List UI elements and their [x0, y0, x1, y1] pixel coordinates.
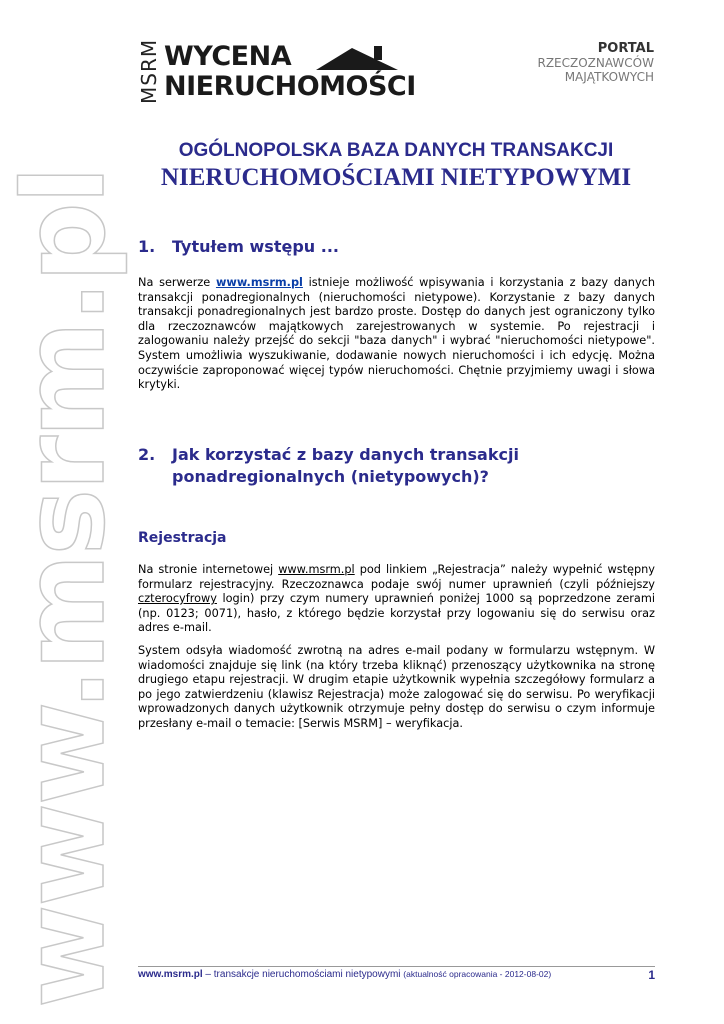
reg-text-a: Na stronie internetowej [138, 563, 279, 576]
section2-title-line1: Jak korzystać z bazy danych transakcji [172, 445, 519, 464]
section1-number: 1. [138, 237, 156, 256]
registration-paragraph-2: System odsyła wiadomość zwrotną na adres e-mail podany w formularzu wstępnym. W wiadomości znajduje się link (na który trzeba kliknąć) przenoszący użytkownika na stronę drugiego etapu rejestracji. W drugim etapie użytkownik wypełnia szczegółowy formularz a po jego zatwierdzeniu (klawisz Rejestracja) może zalogować się do serwisu. Po weryfikacji wprowadzonych danych użytkownik otrzymuje pełny dostęp do serwisu o czym informuje przesłany e-mail o temacie: [Serwis MSRM] – weryfikacja. [138, 644, 655, 730]
logo-line1: WYCENA [164, 41, 292, 72]
portal-label [538, 42, 655, 84]
portal-line2: RZECZOZNAWCÓW [537, 56, 654, 70]
section1-paragraph [138, 276, 655, 393]
msrm-link-2[interactable]: www.msrm.pl [278, 563, 355, 576]
side-watermark: www.msrm.pl [0, 167, 130, 1008]
section1-title: Tytułem wstępu ... [172, 237, 339, 256]
portal-line3: MAJĄTKOWYCH [564, 70, 654, 84]
section1-text-start: Na serwerze [138, 276, 216, 289]
msrm-link[interactable]: www.msrm.pl [215, 276, 303, 289]
footer-text: – transakcje nieruchomościami nietypowymi [202, 969, 404, 980]
footer-divider [138, 966, 655, 967]
reg-text-b: pod linkiem „Rejestracja” należy wypełnić wstępny formularz rejestracyjny. Rzeczoznawca podaje swój numer uprawnień (czyli późniejszy [138, 563, 655, 591]
page-number: 1 [648, 968, 655, 982]
portal-line1: PORTAL [597, 41, 654, 56]
document-title-line2: NIERUCHOMOŚCIAMI NIETYPOWYMI [160, 164, 632, 191]
section2-title-line2: ponadregionalnych (nietypowych)? [172, 467, 489, 486]
section1-text-rest: istnieje możliwość wpisywania i korzystania z bazy danych transakcji ponadregionalnych (nieruchomości nietypowe). Korzystanie z bazy danych transakcji ponadregionalnych jest bardzo proste. Dostęp do danych jest ograniczony tylko dla rzeczoznawców majątkowych zarejestrowanych w systemie. Po rejestracji i zalogowaniu należy przejść do sekcji "baza danych" i wybrać "nieruchomości nietypowe". System umożliwia wyszukiwanie, dodawanie nowych nieruchomości i ich edycję. Można oczywiście zaproponować więcej typów nieruchomości. Chętnie przyjmiemy uwagi i słowa krytyki. [138, 276, 656, 392]
footer [138, 969, 655, 980]
section2-number: 2. [138, 445, 156, 464]
footer-note: (aktualność opracowania - 2012-08-02) [403, 969, 552, 979]
document-title-line1: OGÓLNOPOLSKA BAZA DANYCH TRANSAKCJI [178, 140, 614, 161]
logo-line2: NIERUCHOMOŚCI [164, 71, 416, 102]
section1-heading [138, 236, 339, 258]
registration-paragraph-1 [138, 563, 655, 636]
reg-text-c: login) przy czym numery uprawnień poniżej 1000 są poprzedzone zerami (np. 0123; 0071), hasło, z którego będzie korzystał przy logowaniu się do serwisu oraz adres e-mail. [138, 592, 655, 635]
login-digits-link[interactable]: czterocyfrowy [138, 592, 217, 606]
logo-msrm-text: MSRM [137, 38, 161, 104]
house-roof-icon [316, 42, 398, 70]
footer-link[interactable]: www.msrm.pl [138, 969, 203, 980]
section2-heading [138, 444, 519, 488]
logo [137, 38, 416, 104]
registration-subheading: Rejestracja [138, 530, 227, 546]
